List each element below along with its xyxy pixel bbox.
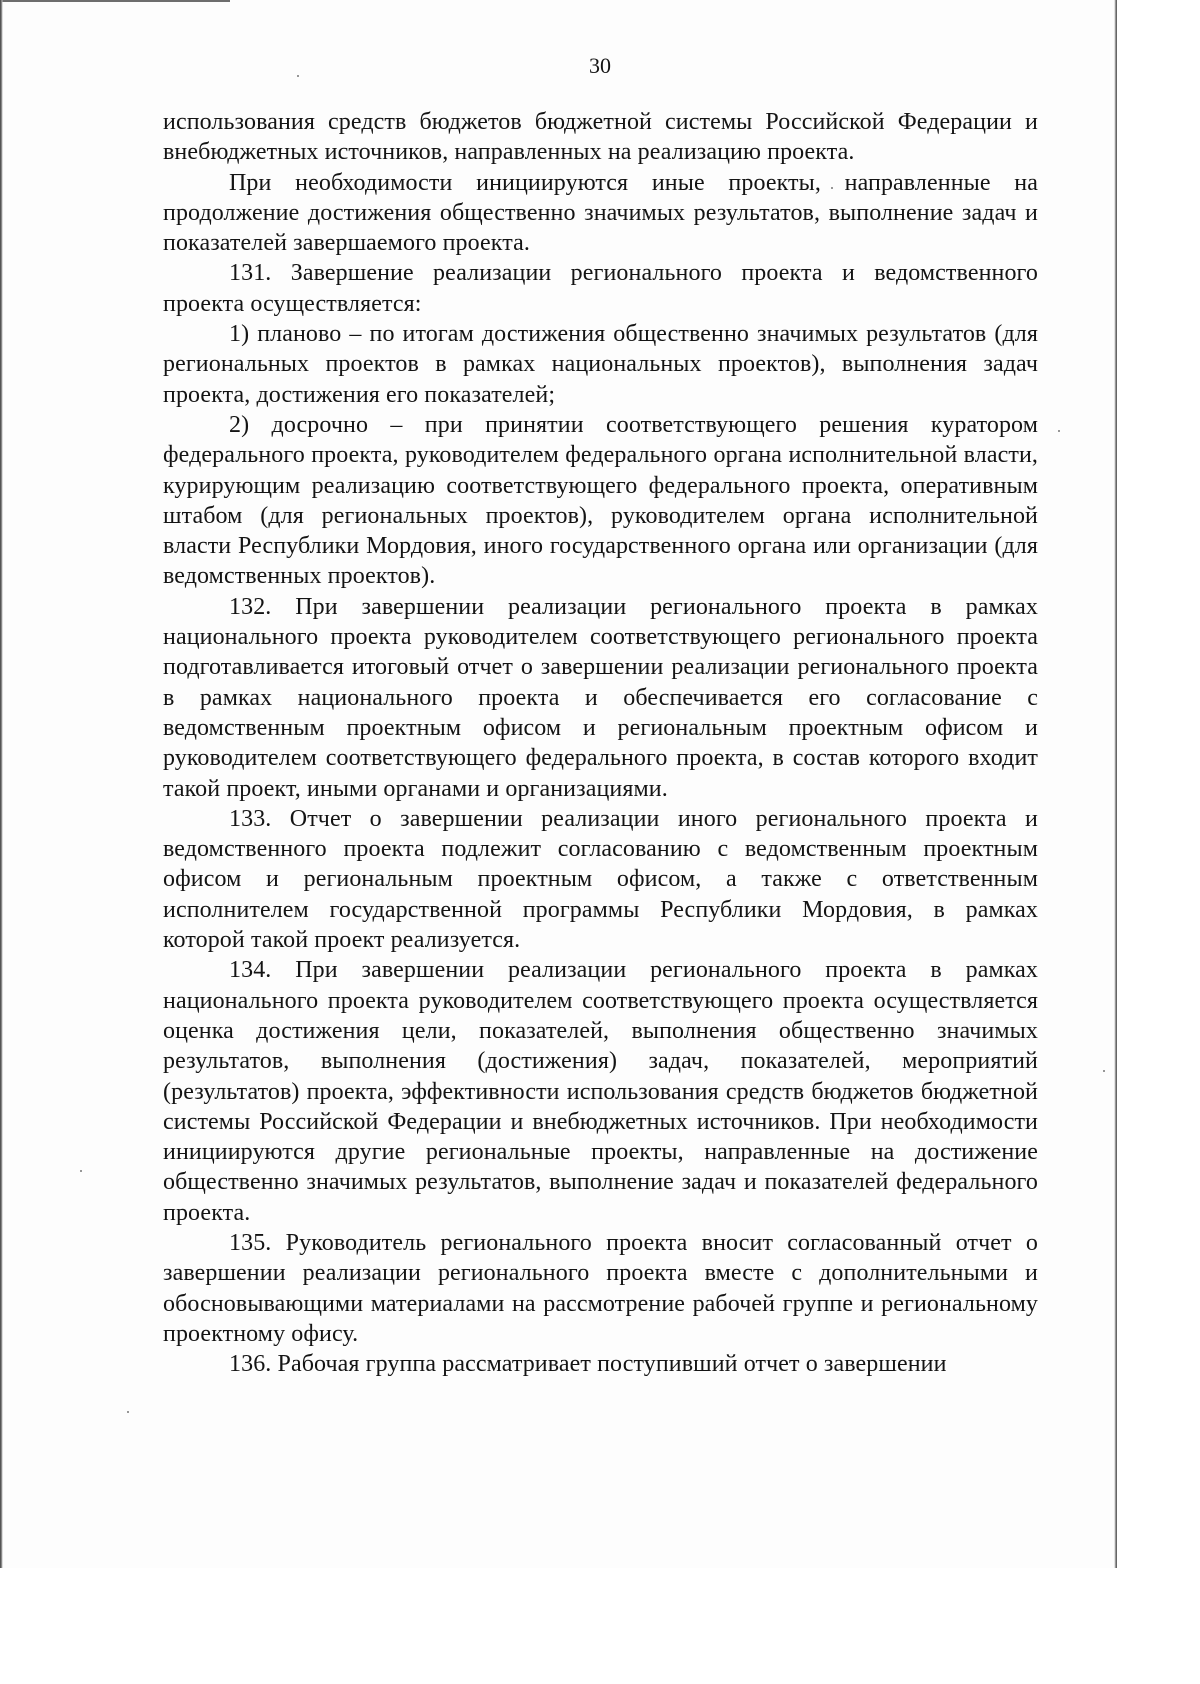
clause-135: 135. Руководитель регионального проекта вносит согласованный отчет о завершении реализации регионального проекта вместе с дополнительными и обосновывающими материалами на рассмотрение рабочей группе и региональному проектному офису. bbox=[163, 1229, 1038, 1347]
scan-edge-left bbox=[0, 0, 3, 1568]
list-item-1: 1) планово – по итогам достижения общественно значимых результатов (для региональных проектов в рамках национальных проектов), выполнения задач проекта, достижения его показателей; bbox=[163, 321, 1038, 408]
document-body bbox=[163, 107, 1038, 1379]
paragraph: При необходимости инициируются иные проекты, направленные на продолжение достижения общественно значимых результатов, выполнение задач и показателей завершаемого проекта. bbox=[163, 169, 1038, 257]
scan-edge-right bbox=[1114, 0, 1117, 1568]
clause-131: 131. Завершение реализации регионального проекта и ведомственного проекта осуществляется: bbox=[163, 260, 1038, 317]
scan-speck bbox=[80, 1170, 82, 1172]
clause-136: 136. Рабочая группа рассматривает поступивший отчет о завершении bbox=[229, 1351, 947, 1378]
clause-133: 133. Отчет о завершении реализации иного регионального проекта и ведомственного проекта подлежит согласованию с ведомственным проектным офисом и региональным проектным офисом, а также с ответственным исполнителем государственной программы Республики Мордовия, в рамках которой такой проект реализуется. bbox=[163, 805, 1038, 954]
list-item-2: 2) досрочно – при принятии соответствующего решения куратором федерального проекта, руководителем федерального органа исполнительной власти, курирующим реализацию соответствующего федерального проекта, оперативным штабом (для региональных проектов), руководителем органа исполнительной власти Республики Мордовия, иного государственного органа или организации (для ведомственных проектов). bbox=[163, 411, 1038, 590]
scan-speck bbox=[1103, 1070, 1105, 1072]
clause-134: 134. При завершении реализации регионального проекта в рамках национального проекта руководителем соответствующего проекта осуществляется оценка достижения цели, показателей, выполнения общественно значимых результатов, выполнения (достижения) задач, показателей, мероприятий (результатов) проекта, эффективности использования средств бюджетов бюджетной системы Российской Федерации и внебюджетных источников. При необходимости инициируются другие региональные проекты, направленные на достижение общественно значимых результатов, выполнение задач и показателей федерального проекта. bbox=[163, 957, 1038, 1226]
page-number: 30 bbox=[589, 53, 611, 78]
scan-speck bbox=[1058, 430, 1060, 432]
scan-speck bbox=[127, 1411, 129, 1413]
scan-edge-top bbox=[0, 0, 230, 2]
clause-132: 132. При завершении реализации регионального проекта в рамках национального проекта руководителем соответствующего регионального проекта подготавливается итоговый отчет о завершении реализации регионального проекта в рамках национального проекта и обеспечивается его согласование с ведомственным проектным офисом и региональным проектным офисом и руководителем соответствующего федерального проекта, в состав которого входит такой проект, иными органами и организациями. bbox=[163, 593, 1038, 802]
paragraph: использования средств бюджетов бюджетной системы Российской Федерации и внебюджетных источников, направленных на реализацию проекта. bbox=[163, 109, 1038, 166]
